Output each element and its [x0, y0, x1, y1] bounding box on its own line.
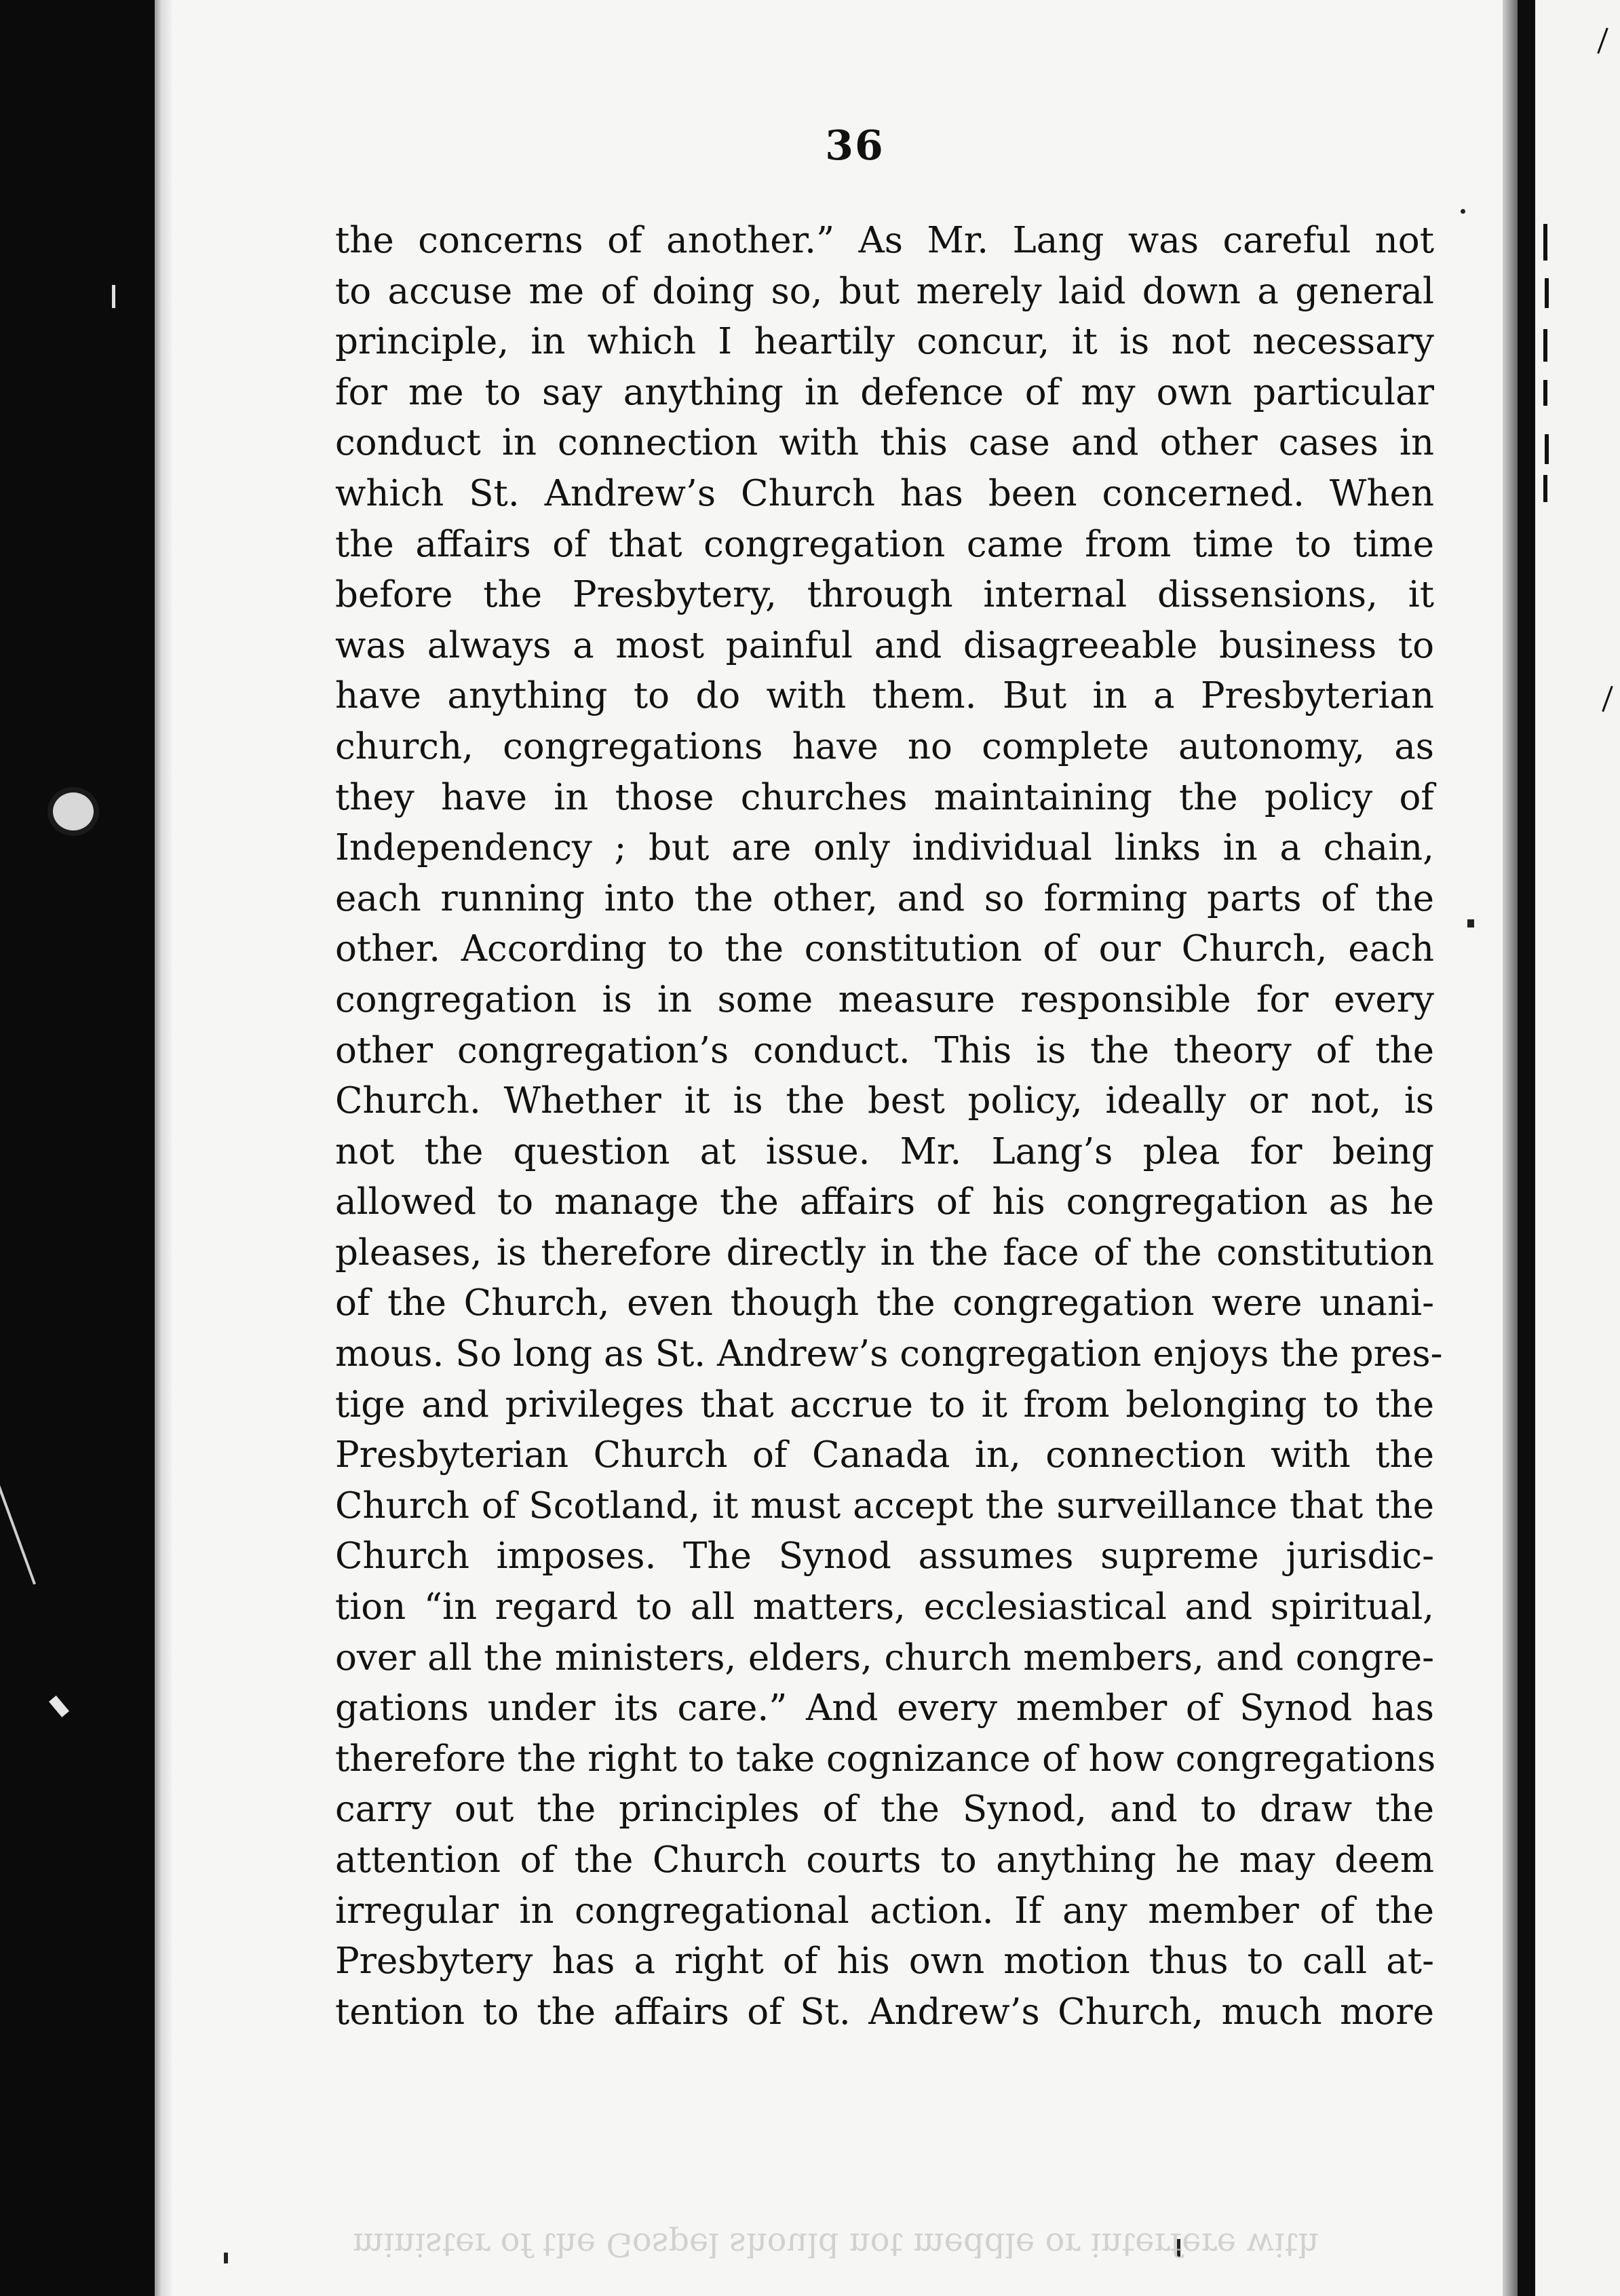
facing-page-ink	[1545, 278, 1549, 308]
text-line: before the Presbytery, through internal dissensions, it	[335, 574, 1434, 616]
text-line: the affairs of that congregation came from time to time	[335, 523, 1434, 565]
text-line: Independency ; but are only individual links in a chain,	[335, 827, 1434, 869]
text-line: was always a most painful and disagreeable business to	[335, 624, 1434, 666]
text-line: over all the ministers, elders, church members, and congre-	[335, 1637, 1434, 1679]
bleed-through-text: minister of the Gospel should not meddle or interfere with	[353, 2225, 1319, 2263]
facing-page-ink	[1543, 475, 1547, 502]
scan-left-border	[0, 0, 155, 2296]
page-left-edge	[155, 0, 172, 2296]
text-line: to accuse me of doing so, but merely laid down a general	[335, 270, 1434, 312]
text-line: which St. Andrew’s Church has been concerned. When	[335, 472, 1434, 514]
ink-blot	[47, 787, 99, 836]
text-line: they have in those churches maintaining the policy of	[335, 776, 1434, 818]
text-line: other. According to the constitution of our Church, each	[335, 928, 1434, 970]
text-line: irregular in congregational action. If any member of the	[335, 1890, 1434, 1932]
text-line: church, congregations have no complete autonomy, as	[335, 725, 1434, 767]
facing-page-ink	[1602, 686, 1613, 712]
scan-speck	[112, 285, 115, 308]
text-line: Church of Scotland, it must accept the surveillance that the	[335, 1485, 1434, 1527]
facing-page-ink	[1543, 329, 1547, 362]
text-line: Presbyterian Church of Canada in, connection with the	[335, 1434, 1434, 1476]
text-line: allowed to manage the affairs of his congregation as he	[335, 1181, 1434, 1223]
text-line: have anything to do with them. But in a Presbyterian	[335, 675, 1434, 717]
text-line: not the question at issue. Mr. Lang’s plea for being	[335, 1130, 1434, 1172]
facing-page-ink	[1543, 224, 1547, 261]
text-line: pleases, is therefore directly in the face of the constitution	[335, 1231, 1434, 1274]
text-line: of the Church, even though the congregation were unani-	[335, 1282, 1434, 1324]
text-line: each running into the other, and so forming parts of the	[335, 877, 1434, 919]
text-line: Church imposes. The Synod assumes supreme jurisdic-	[335, 1535, 1434, 1577]
scan-speck	[1461, 209, 1465, 214]
scan-right-border	[1518, 0, 1535, 2296]
facing-page-sliver	[1535, 0, 1620, 2296]
text-line: congregation is in some measure responsible for every	[335, 978, 1434, 1020]
text-line: therefore the right to take cognizance of how congregations	[335, 1738, 1436, 1780]
text-line: principle, in which I heartily concur, it is not necessary	[335, 321, 1434, 363]
facing-page-ink	[1545, 434, 1549, 464]
text-line: conduct in connection with this case and other cases in	[335, 422, 1434, 464]
text-line: attention of the Church courts to anything he may deem	[335, 1839, 1434, 1881]
facing-page-ink	[1597, 28, 1608, 54]
body-text	[335, 216, 1443, 2037]
text-line: gations under its care.” And every member of Synod has	[335, 1687, 1434, 1729]
scan-speck	[1467, 919, 1474, 927]
facing-page-ink	[1543, 380, 1547, 406]
text-line: carry out the principles of the Synod, and to draw the	[335, 1788, 1434, 1831]
text-line: Church. Whether it is the best policy, ideally or not, is	[335, 1080, 1434, 1122]
text-line: tige and privileges that accrue to it from belonging to the	[335, 1383, 1434, 1426]
text-line: tion “in regard to all matters, ecclesiastical and spiritual,	[335, 1586, 1434, 1628]
text-line: other congregation’s conduct. This is the theory of the	[335, 1029, 1434, 1071]
page-gutter-shadow	[1503, 0, 1518, 2296]
text-line: for me to say anything in defence of my own particular	[335, 371, 1434, 413]
text-line: tention to the affairs of St. Andrew’s Church, much more	[335, 1991, 1434, 2033]
text-line: Presbytery has a right of his own motion thus to call at-	[335, 1940, 1434, 1983]
scan-speck	[224, 2253, 228, 2263]
text-line: the concerns of another.” As Mr. Lang was careful not	[335, 220, 1434, 261]
page-number: 36	[825, 122, 885, 170]
text-line: mous. So long as St. Andrew’s congregation enjoys the pres-	[335, 1333, 1443, 1375]
